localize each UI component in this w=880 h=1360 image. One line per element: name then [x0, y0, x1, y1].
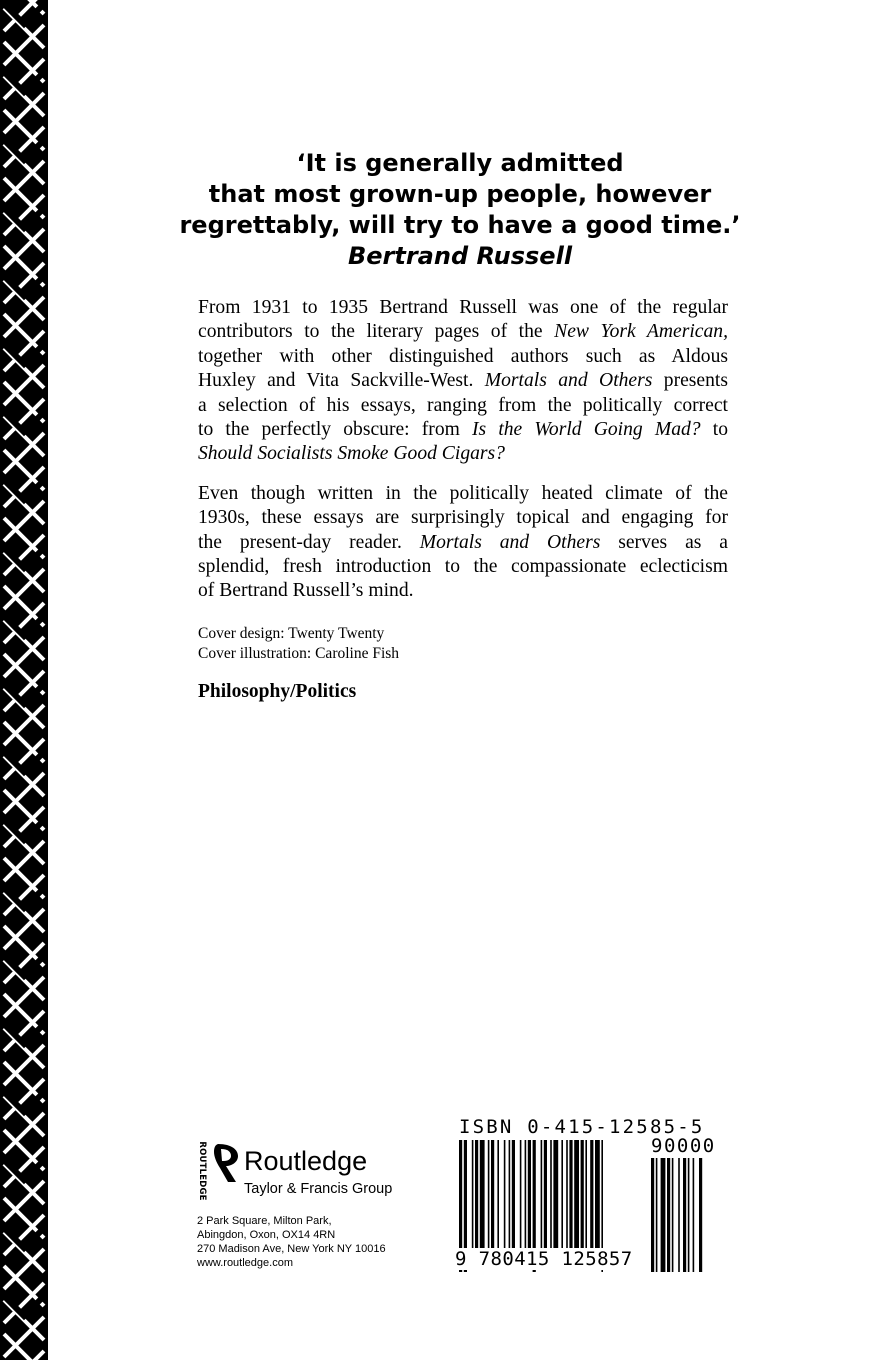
text-line: of Bertrand Russell’s mind.: [198, 580, 414, 602]
text-line: Even though written in the politically heated climate of the: [198, 482, 728, 504]
periodical-title: New York American,: [554, 321, 728, 343]
quote-attribution: Bertrand Russell: [347, 242, 573, 270]
text-line: splendid, fresh introduction to the compassionate eclecticism: [198, 556, 728, 578]
text-run: to: [700, 419, 728, 441]
text-line: [198, 531, 728, 555]
publisher-vertical-label: [195, 1140, 209, 1202]
address-line: 270 Madison Ave, New York NY 10016: [197, 1243, 386, 1255]
quote-line: regrettably, will try to have a good time.’: [179, 211, 741, 239]
text-run: contributors to the literary pages of the: [198, 321, 555, 343]
herringbone-pattern: [0, 0, 48, 1360]
price-code: 90000: [651, 1135, 716, 1157]
text-line: [198, 369, 728, 393]
text-line: [198, 320, 728, 344]
text-line: [198, 418, 728, 442]
text-run: the present-day reader.: [198, 531, 420, 553]
text-run: serves as a: [600, 531, 728, 553]
publisher-name: Routledge: [244, 1146, 368, 1176]
cover-illustration-credit: Cover illustration: Caroline Fish: [198, 645, 400, 662]
decorative-border-strip: [0, 0, 48, 1360]
quote-line: that most grown-up people, however: [208, 180, 712, 208]
text-line: 1930s, these essays are surprisingly topical and engaging for: [198, 507, 728, 529]
text-line: [198, 442, 728, 466]
subject-category: Philosophy/Politics: [198, 681, 357, 702]
website-link: www.routledge.com: [197, 1257, 293, 1269]
text-run: to the perfectly obscure: from: [198, 419, 473, 441]
essay-title: Is the World Going Mad?: [472, 419, 701, 441]
publisher-group: Taylor & Francis Group: [244, 1181, 393, 1197]
text-line: together with other distinguished authors such as Aldous: [198, 345, 728, 367]
text-line: From 1931 to 1935 Bertrand Russell was one of the regular: [198, 297, 728, 318]
text-line: a selection of his essays, ranging from the politically correct: [198, 394, 728, 416]
book-title: Mortals and Others: [484, 370, 653, 392]
ean-number: 9 780415 125857: [455, 1248, 633, 1270]
book-title: Mortals and Others: [419, 531, 601, 553]
isbn-label: ISBN 0-415-12585-5: [459, 1116, 705, 1138]
cover-credits: [198, 624, 399, 664]
publisher-address: [197, 1214, 386, 1270]
blurb-paragraph-2: [198, 482, 728, 604]
blurb: [198, 296, 728, 619]
pull-quote: [150, 148, 770, 272]
essay-title: Should Socialists Smoke Good Cigars?: [198, 443, 505, 465]
address-line: Abingdon, Oxon, OX14 4RN: [197, 1229, 336, 1241]
vertical-label-text: ROUTLEDGE: [197, 1141, 207, 1201]
blurb-paragraph-1: [198, 296, 728, 467]
quote-line: ‘It is generally admitted: [296, 149, 624, 177]
text-run: Huxley and Vita Sackville-West.: [198, 370, 485, 392]
text-run: presents: [652, 370, 728, 392]
routledge-logo-icon: [212, 1140, 242, 1186]
cover-design-credit: Cover design: Twenty Twenty: [198, 625, 385, 642]
address-line: 2 Park Square, Milton Park,: [197, 1215, 332, 1227]
